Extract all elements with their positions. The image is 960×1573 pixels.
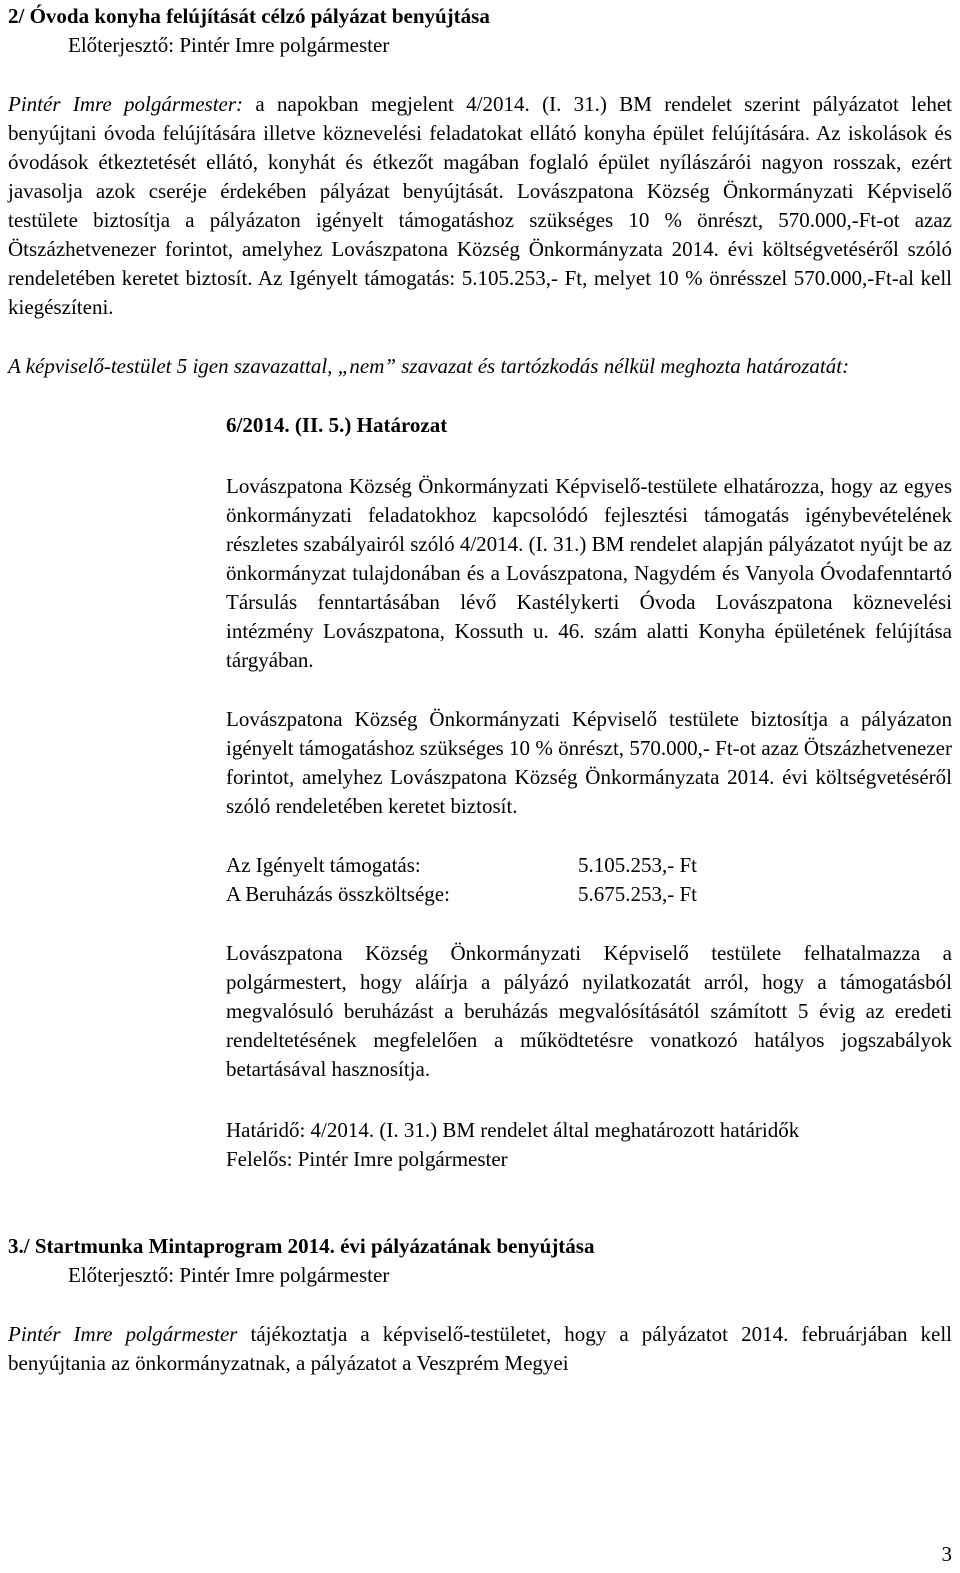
resolution-number: 6/2014. (II. 5.) Határozat <box>226 413 448 437</box>
resolution-para-2: Lovászpatona Község Önkormányzati Képviselő testülete biztosítja a pályázaton igényelt támogatáshoz szükséges 10 % önrészt, 570.000,- Ft-ot azaz Ötszázhetvenezer forintot, amelyhez Lovászpatona Község Önkormányzata 2014. évi költségvetéséről szóló rendeletében keretet biztosít. <box>226 707 952 818</box>
document-page <box>8 0 952 1378</box>
requested-support-label: Az Igényelt támogatás: <box>226 853 421 877</box>
page-number: 3 <box>941 1542 952 1566</box>
requested-support-row <box>226 851 952 880</box>
section-2-body-1: a napokban megjelent 4/2014. (I. 31.) BM rendelet szerint pályázatot lehet benyújtani óvoda felújítására illetve köznevelési feladatokat ellátó konyha épület felújítására. <box>8 92 952 145</box>
section-2-body-2: Az iskolások és óvodások étkeztetését ellátó, konyhát és étkezőt magában foglaló épület nyílászárói nagyon rosszak, ezért javasolja azok cseréje érdekében pályázat benyújtását. <box>8 121 953 203</box>
vote-statement: A képviselő-testület 5 igen szavazattal, „nem” szavazat és tartózkodás nélkül meghozta határozatát: <box>8 354 850 378</box>
section-2-title: 2/ Óvoda konyha felújítását célzó pályázat benyújtása <box>8 4 490 28</box>
requested-support-value: 5.105.253,- Ft <box>578 853 698 877</box>
total-cost-value: 5.675.253,- Ft <box>578 882 698 906</box>
section-2-presenter: Előterjesztő: Pintér Imre polgármester <box>68 33 390 57</box>
section-2-speaker: Pintér Imre polgármester: <box>8 92 244 116</box>
section-3-body <box>8 1320 952 1378</box>
total-cost-row <box>226 880 952 909</box>
section-3-speaker: Pintér Imre polgármester <box>8 1322 238 1346</box>
section-3-title: 3./ Startmunka Mintaprogram 2014. évi pályázatának benyújtása <box>8 1234 595 1258</box>
resolution-block <box>226 411 952 1174</box>
section-3-presenter: Előterjesztő: Pintér Imre polgármester <box>68 1263 390 1287</box>
section-2-body <box>8 90 952 322</box>
resolution-para-3: Lovászpatona Község Önkormányzati Képviselő testülete felhatalmazza a polgármestert, hogy aláírja a pályázó nyilatkozatát arról, hogy a támogatásból megvalósuló beruházást a beruházás megvalósításától számított 5 évig az eredeti rendeltetésének megfelelően a működtetésre vonatkozó hatályos jogszabályok betartásával hasznosítja. <box>226 941 952 1081</box>
section-3-body-text: tájékoztatja a képviselő-testületet, hogy a pályázatot 2014. februárjában kell benyújtania az önkormányzatnak, a pályázatot a Veszprém Megyei <box>8 1322 953 1375</box>
total-cost-label: A Beruházás összköltsége: <box>226 882 450 906</box>
financial-summary <box>226 851 952 909</box>
section-2-body-3: Lovászpatona Község Önkormányzati Képviselő testülete biztosítja a pályázaton igényelt támogatáshoz szükséges 10 % önrészt, 570.000,-Ft-ot azaz Ötszázhetvenezer forintot, amelyhez Lovászpatona Község Önkormányzata 2014. évi költségvetéséről szóló rendeletében keretet biztosít. Az Igényelt támogatás: 5.105.253,- Ft, melyet 10 % önrésszel 570.000,-Ft-al kell kiegészíteni. <box>8 179 952 319</box>
resolution-para-1: Lovászpatona Község Önkormányzati Képviselő-testülete elhatározza, hogy az egyes önkormányzati feladatokhoz kapcsolódó fejlesztési támogatás igénybevételének részletes szabályairól szóló 4/2014. (I. 31.) BM rendelet alapján pályázatot nyújt be az önkormányzat tulajdonában és a Lovászpatona, Nagydém és Vanyola Óvodafenntartó Társulás fenntartásában lévő Kastélykerti Óvoda Lovászpatona köznevelési intézmény Lovászpatona, Kossuth u. 46. szám alatti Konyha épületének felújítása tárgyában. <box>226 474 952 672</box>
resolution-responsible: Felelős: Pintér Imre polgármester <box>226 1147 508 1171</box>
resolution-deadline: Határidő: 4/2014. (I. 31.) BM rendelet által meghatározott határidők <box>226 1118 800 1142</box>
